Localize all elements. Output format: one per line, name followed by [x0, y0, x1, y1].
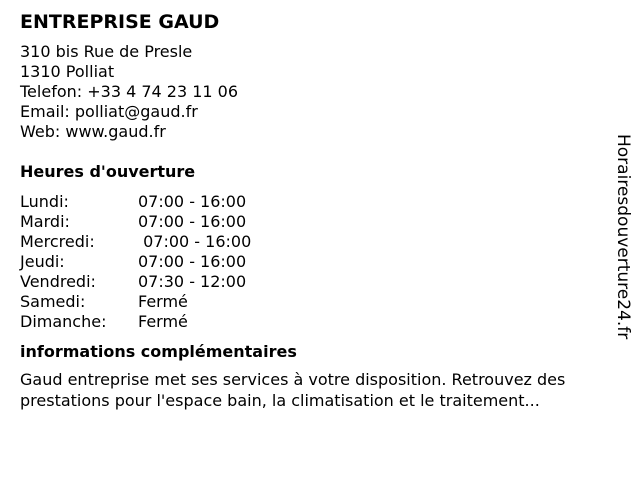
address-line2: 1310 Polliat — [20, 62, 115, 81]
info-text: Gaud entreprise met ses services à votre disposition. Retrouvez des prestations pour l'espace bain, la climatisation et le traitement... — [20, 370, 566, 410]
time-value: 07:00 - 16:00 — [138, 232, 252, 251]
hours-row — [20, 252, 600, 272]
info-heading: informations complémentaires — [20, 342, 297, 361]
hours-row — [20, 312, 600, 332]
address-line1: 310 bis Rue de Presle — [20, 42, 193, 61]
day-label: Jeudi: — [20, 252, 65, 271]
day-label: Vendredi: — [20, 272, 96, 291]
day-label: Lundi: — [20, 192, 69, 211]
time-value: 07:00 - 16:00 — [138, 212, 247, 231]
hours-row — [20, 212, 600, 232]
hours-row — [20, 192, 600, 212]
time-value: 07:30 - 12:00 — [138, 272, 247, 291]
hours-row — [20, 292, 600, 312]
hours-row — [20, 232, 600, 252]
time-value: Fermé — [138, 292, 188, 311]
hours-row — [20, 272, 600, 292]
contact-block — [20, 42, 600, 142]
time-value: Fermé — [138, 312, 188, 331]
time-value: 07:00 - 16:00 — [138, 192, 247, 211]
hours-table — [20, 192, 600, 332]
day-label: Samedi: — [20, 292, 86, 311]
business-card — [20, 10, 600, 411]
side-brand-watermark[interactable]: Horairesdouverture24.fr — [613, 134, 633, 340]
day-label: Mardi: — [20, 212, 70, 231]
hours-heading: Heures d'ouverture — [20, 162, 196, 181]
email-line[interactable]: Email: polliat@gaud.fr — [20, 102, 198, 121]
time-value: 07:00 - 16:00 — [138, 252, 247, 271]
company-name: ENTREPRISE GAUD — [20, 11, 220, 33]
web-line[interactable]: Web: www.gaud.fr — [20, 122, 166, 141]
day-label: Dimanche: — [20, 312, 107, 331]
phone-line[interactable]: Telefon: +33 4 74 23 11 06 — [20, 82, 239, 101]
day-label: Mercredi: — [20, 232, 95, 251]
